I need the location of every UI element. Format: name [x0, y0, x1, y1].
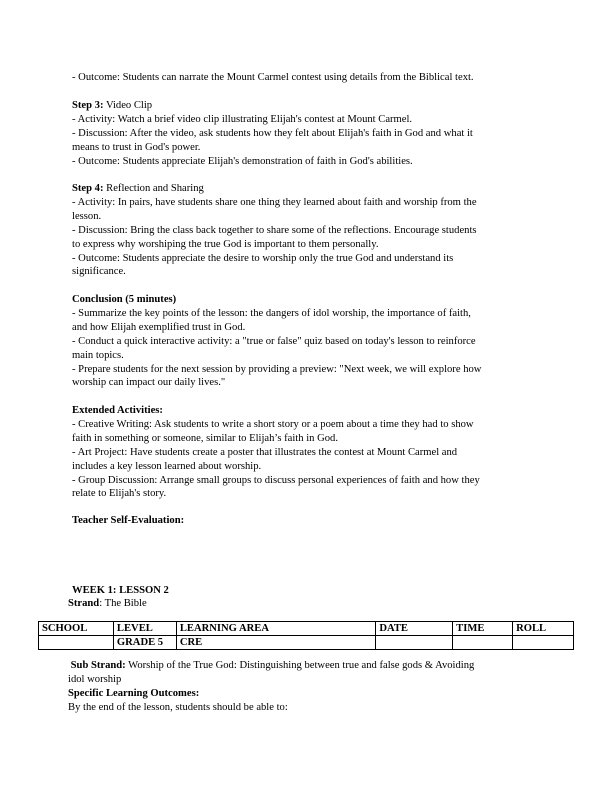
step4-line: to express why worshiping the true God is important to them personally. — [72, 238, 379, 250]
extended-line: includes a key lesson learned about worship. — [72, 460, 262, 472]
extended-line: relate to Elijah's story. — [72, 488, 167, 500]
table-header-cell: DATE — [376, 622, 453, 636]
strand-value: : The Bible — [99, 598, 147, 609]
step2-section — [72, 71, 474, 85]
sub-strand-label: Sub Strand: — [70, 660, 126, 671]
step4-section — [72, 182, 477, 279]
extended-line: - Group Discussion: Arrange small groups to discuss personal experiences of faith and how they — [72, 474, 480, 486]
table-row — [39, 636, 574, 650]
table-cell — [453, 636, 513, 650]
sub-strand-line — [68, 659, 474, 673]
table-header-row — [39, 622, 574, 636]
step3-heading-title: Video Clip — [103, 100, 153, 111]
conclusion-line: and how Elijah exemplified trust in God. — [72, 321, 246, 333]
step4-line: lesson. — [72, 210, 102, 222]
table-cell: GRADE 5 — [113, 636, 176, 650]
step3-heading — [72, 99, 473, 113]
self-evaluation-section — [72, 514, 184, 528]
step4-heading-title: Reflection and Sharing — [103, 183, 204, 194]
outcomes-heading: Specific Learning Outcomes: — [68, 687, 200, 699]
step4-heading-label: Step 4: — [72, 183, 104, 194]
sub-strand-line-2: idol worship — [68, 673, 122, 685]
extended-activities-section — [72, 404, 480, 501]
table-cell — [513, 636, 574, 650]
step4-heading — [72, 182, 477, 196]
conclusion-heading: Conclusion (5 minutes) — [72, 294, 177, 305]
sub-strand-value: Worship of the True God: Distinguishing between true and false gods & Avoiding — [125, 660, 475, 671]
table-header-cell: TIME — [453, 622, 513, 636]
step3-line: means to trust in God's power. — [72, 141, 201, 153]
table-header-cell: LEVEL — [113, 622, 176, 636]
step4-line: - Outcome: Students appreciate the desire to worship only the true God and understand its — [72, 252, 454, 264]
lesson-info-table — [38, 621, 574, 650]
lesson-title: WEEK 1: LESSON 2 — [72, 585, 169, 596]
step4-line: - Activity: In pairs, have students share one thing they learned about faith and worship from the — [72, 196, 477, 208]
extended-line: - Art Project: Have students create a poster that illustrates the contest at Mount Carmel and — [72, 446, 458, 458]
step4-line: significance. — [72, 266, 126, 278]
table-cell — [376, 636, 453, 650]
conclusion-line: - Summarize the key points of the lesson: the dangers of idol worship, the importance of faith, — [72, 307, 471, 319]
step4-line: - Discussion: Bring the class back together to share some of the reflections. Encourage students — [72, 224, 477, 236]
conclusion-line: - Conduct a quick interactive activity: a "true or false" quiz based on today's lesson to reinforce — [72, 335, 476, 347]
step3-heading-label: Step 3: — [72, 100, 104, 111]
conclusion-line: worship can impact our daily lives." — [72, 377, 226, 389]
step3-line: - Activity: Watch a brief video clip illustrating Elijah's contest at Mount Carmel. — [72, 113, 413, 125]
table-header-cell: LEARNING AREA — [176, 622, 375, 636]
strand-block — [68, 597, 147, 611]
extended-line: faith in something or someone, similar to Elijah’s faith in God. — [72, 432, 338, 444]
conclusion-line: main topics. — [72, 349, 124, 361]
table-header-cell: SCHOOL — [39, 622, 114, 636]
conclusion-section — [72, 293, 481, 390]
outcomes-intro: By the end of the lesson, students should be able to: — [68, 701, 288, 713]
step3-section — [72, 99, 473, 169]
sub-strand-block — [68, 659, 474, 715]
extended-activities-heading: Extended Activities: — [72, 405, 163, 416]
self-evaluation-heading: Teacher Self-Evaluation: — [72, 515, 185, 526]
step3-line: - Outcome: Students appreciate Elijah's demonstration of faith in God's abilities. — [72, 155, 413, 167]
extended-line: - Creative Writing: Ask students to write a short story or a poem about a time they had to show — [72, 418, 474, 430]
strand-line — [68, 597, 147, 611]
table-cell — [39, 636, 114, 650]
step2-outcome: - Outcome: Students can narrate the Mount Carmel contest using details from the Biblical text. — [72, 72, 474, 83]
conclusion-line: - Prepare students for the next session by providing a preview: "Next week, we will explore how — [72, 363, 482, 375]
strand-label: Strand — [68, 598, 100, 609]
table-cell: CRE — [176, 636, 375, 650]
step3-line: - Discussion: After the video, ask students how they felt about Elijah's faith in God and what it — [72, 127, 473, 139]
table-header-cell: ROLL — [513, 622, 574, 636]
lesson-title-block — [72, 584, 169, 598]
